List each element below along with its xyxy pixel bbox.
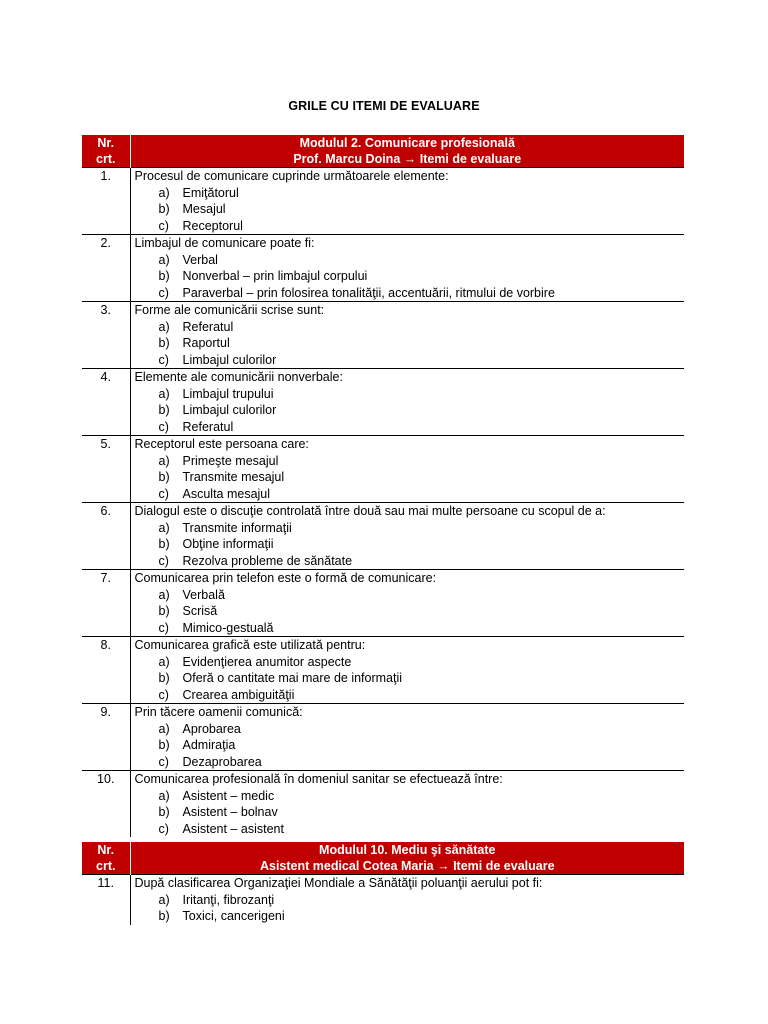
option-text: Iritanţi, fibrozanţi (182, 892, 275, 907)
answer-option (135, 670, 685, 687)
module-2-table-body (82, 135, 684, 837)
question-row (82, 436, 684, 503)
answer-option (135, 201, 685, 218)
question-row (82, 637, 684, 704)
answer-option (135, 453, 685, 470)
question-text: Limbajul de comunicare poate fi: (134, 236, 315, 250)
option-letter: a) (158, 386, 170, 401)
option-letter: b) (158, 202, 170, 216)
option-letter: c) (158, 821, 169, 836)
crt-label: crt. (96, 152, 116, 166)
answer-option (135, 319, 685, 336)
option-text: Limbajul trupului (182, 386, 274, 401)
nr-crt-header (82, 842, 130, 875)
question-cell (130, 570, 684, 637)
option-letter: c) (158, 352, 169, 367)
question-text: Comunicarea prin telefon este o formă de comunicare: (134, 571, 437, 585)
answer-option (135, 587, 685, 604)
module-author: Asistent medical Cotea Maria → Itemi de evaluare (259, 859, 555, 873)
answer-option (135, 402, 685, 419)
answer-option (135, 352, 685, 369)
answer-option (135, 419, 685, 436)
question-row (82, 570, 684, 637)
question-number: 4. (82, 369, 130, 436)
option-text: Verbală (182, 587, 225, 602)
answer-option (135, 335, 685, 352)
question-cell (130, 436, 684, 503)
question-number: 3. (82, 302, 130, 369)
question-number: 5. (82, 436, 130, 503)
question-text: Comunicarea grafică este utilizată pentru: (134, 638, 366, 652)
option-text: Transmite informaţii (182, 520, 292, 535)
option-letter: b) (158, 470, 170, 484)
answer-option (135, 620, 685, 637)
answer-option (135, 754, 685, 771)
option-text: Emiţătorul (182, 185, 239, 200)
question-cell (130, 369, 684, 436)
answer-option (135, 603, 685, 620)
option-letter: b) (158, 805, 170, 819)
answer-option (135, 788, 685, 805)
question-row (82, 771, 684, 838)
module-2-header-row (82, 135, 684, 168)
option-text: Dezaprobarea (182, 754, 262, 769)
answer-option (135, 252, 685, 269)
question-cell (130, 637, 684, 704)
option-text: Aprobarea (182, 721, 241, 736)
answer-option (135, 386, 685, 403)
question-cell (130, 168, 684, 235)
question-text: Forme ale comunicării scrise sunt: (134, 303, 325, 317)
option-letter: b) (158, 336, 170, 350)
option-letter: c) (158, 754, 169, 769)
option-text: Asculta mesajul (182, 486, 271, 501)
option-letter: a) (158, 587, 170, 602)
option-text: Asistent – asistent (182, 821, 284, 836)
answer-option (135, 908, 685, 925)
option-text: Admiraţia (182, 738, 236, 752)
option-text: Obţine informaţii (182, 537, 274, 551)
question-number: 7. (82, 570, 130, 637)
question-text: Prin tăcere oamenii comunică: (134, 705, 303, 719)
answer-option (135, 185, 685, 202)
question-cell (130, 302, 684, 369)
option-text: Raportul (182, 336, 230, 350)
module-title-header (130, 842, 684, 875)
nr-crt-header (82, 135, 130, 168)
option-letter: a) (158, 654, 170, 669)
option-text: Asistent – bolnav (182, 805, 278, 819)
question-cell (130, 875, 684, 925)
answer-option (135, 469, 685, 486)
option-letter: c) (158, 553, 169, 568)
question-cell (130, 704, 684, 771)
option-text: Receptorul (182, 218, 243, 233)
answer-option (135, 218, 685, 235)
module-title: Modulul 2. Comunicare profesională (299, 136, 515, 150)
answer-option (135, 654, 685, 671)
option-letter: b) (158, 269, 170, 283)
option-text: Toxici, cancerigeni (182, 909, 285, 923)
question-text: Procesul de comunicare cuprinde următoarele elemente: (134, 169, 449, 183)
question-text: Comunicarea profesională în domeniul sanitar se efectuează între: (134, 772, 503, 786)
option-letter: b) (158, 738, 170, 752)
option-text: Nonverbal – prin limbajul corpului (182, 269, 368, 283)
option-text: Asistent – medic (182, 788, 275, 803)
question-number: 11. (82, 875, 130, 925)
question-number: 9. (82, 704, 130, 771)
question-number: 10. (82, 771, 130, 838)
question-number: 8. (82, 637, 130, 704)
option-text: Evidenţierea anumitor aspecte (182, 654, 352, 669)
option-text: Mimico-gestuală (182, 620, 274, 635)
option-text: Referatul (182, 319, 234, 334)
option-text: Paraverbal – prin folosirea tonalităţii, accentuării, ritmului de vorbire (182, 285, 555, 300)
answer-option (135, 486, 685, 503)
module-title: Modulul 10. Mediu şi sănătate (319, 843, 496, 857)
question-row (82, 168, 684, 235)
option-letter: a) (158, 252, 170, 267)
module-10-table (82, 842, 684, 925)
option-text: Rezolva probleme de sănătate (182, 553, 353, 568)
option-text: Verbal (182, 252, 218, 267)
answer-option (135, 520, 685, 537)
option-letter: a) (158, 319, 170, 334)
option-letter: a) (158, 721, 170, 736)
answer-option (135, 285, 685, 302)
question-row (82, 235, 684, 302)
option-letter: c) (158, 486, 169, 501)
answer-option (135, 804, 685, 821)
module-author: Prof. Marcu Doina → Itemi de evaluare (293, 152, 522, 166)
option-letter: b) (158, 604, 170, 618)
option-text: Limbajul culorilor (182, 403, 277, 417)
answer-option (135, 721, 685, 738)
question-text: Elemente ale comunicării nonverbale: (134, 370, 343, 384)
option-text: Scrisă (182, 604, 218, 618)
option-letter: c) (158, 620, 169, 635)
answer-option (135, 892, 685, 909)
module-title-header (130, 135, 684, 168)
answer-option (135, 268, 685, 285)
option-text: Referatul (182, 419, 234, 434)
answer-option (135, 536, 685, 553)
module-10-header-row (82, 842, 684, 875)
question-row (82, 503, 684, 570)
question-number: 2. (82, 235, 130, 302)
option-letter: c) (158, 419, 169, 434)
nr-label: Nr. (97, 136, 115, 150)
nr-label: Nr. (97, 843, 115, 857)
question-cell (130, 235, 684, 302)
option-letter: b) (158, 537, 170, 551)
option-letter: b) (158, 671, 170, 685)
option-letter: c) (158, 687, 169, 702)
option-text: Mesajul (182, 202, 226, 216)
question-text: Dialogul este o discuţie controlată între două sau mai multe persoane cu scopul de a: (134, 504, 606, 518)
answer-option (135, 737, 685, 754)
option-letter: a) (158, 453, 170, 468)
question-row (82, 302, 684, 369)
option-letter: b) (158, 909, 170, 923)
option-letter: b) (158, 403, 170, 417)
question-row (82, 704, 684, 771)
question-cell (130, 503, 684, 570)
crt-label: crt. (96, 859, 116, 873)
question-text: După clasificarea Organizaţiei Mondiale a Sănătăţii poluanţii aerului pot fi: (134, 876, 543, 890)
question-row (82, 875, 684, 925)
option-letter: c) (158, 218, 169, 233)
question-row (82, 369, 684, 436)
question-number: 6. (82, 503, 130, 570)
question-number: 1. (82, 168, 130, 235)
module-10-table-body (82, 842, 684, 925)
option-text: Crearea ambiguităţii (182, 687, 295, 702)
option-letter: a) (158, 185, 170, 200)
option-text: Oferă o cantitate mai mare de informaţii (182, 671, 403, 685)
option-letter: a) (158, 788, 170, 803)
option-letter: a) (158, 520, 170, 535)
answer-option (135, 821, 685, 838)
answer-option (135, 553, 685, 570)
answer-option (135, 687, 685, 704)
document-title: GRILE CU ITEMI DE EVALUARE (288, 99, 480, 113)
option-text: Limbajul culorilor (182, 352, 277, 367)
option-text: Primeşte mesajul (182, 453, 279, 468)
option-letter: a) (158, 892, 170, 907)
question-text: Receptorul este persoana care: (134, 437, 309, 451)
module-2-table (82, 135, 684, 837)
option-text: Transmite mesajul (182, 470, 285, 484)
option-letter: c) (158, 285, 169, 300)
question-cell (130, 771, 684, 838)
